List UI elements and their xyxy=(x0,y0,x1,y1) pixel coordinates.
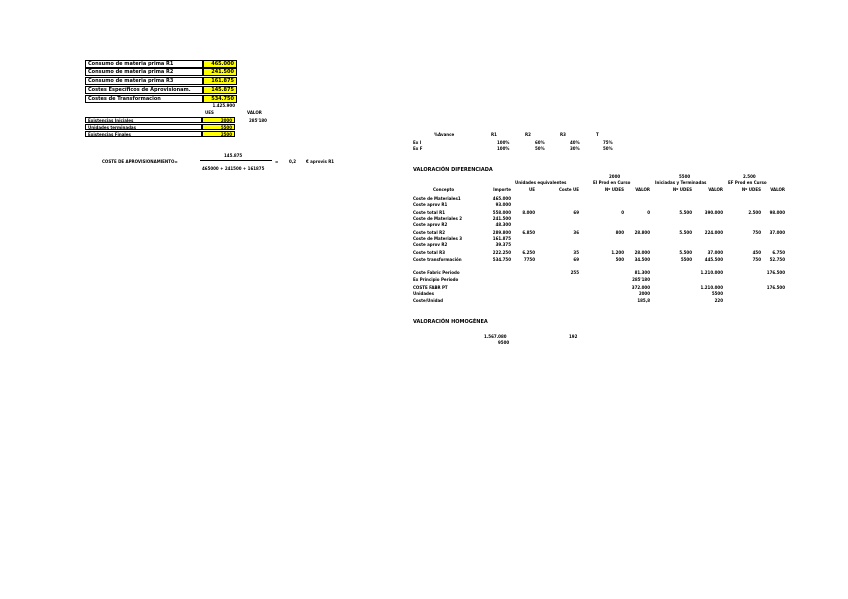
vd-cell: 445.500 xyxy=(704,257,723,262)
vd-col-header: UE xyxy=(529,187,535,192)
vd-cell: 161.875 xyxy=(492,236,511,241)
vd-cell: 285'180 xyxy=(632,277,650,282)
cost-value[interactable]: 534.750 xyxy=(203,95,237,103)
advance-header: R1 xyxy=(491,132,497,137)
advance-cell: 100% xyxy=(497,146,510,151)
vd-cell: 2.500 xyxy=(748,210,761,215)
cost-row xyxy=(85,95,235,103)
formula-denominator: 465000 + 241500 + 161875 xyxy=(202,166,265,171)
cost-label: Costes de Transformacion xyxy=(85,95,203,103)
vd-cell: Ex Principio Periodo xyxy=(413,277,459,282)
vd-cell: 98.000 xyxy=(769,210,785,215)
vd-footer-row xyxy=(413,270,785,276)
vd-cell: 1.210.000 xyxy=(700,285,723,290)
vd-group-title: Iniciadas y Terminadas xyxy=(655,180,707,185)
cost-row xyxy=(85,77,235,85)
vd-cell: 465.000 xyxy=(492,196,511,201)
stock-value[interactable]: 2500 xyxy=(202,131,235,137)
vd-row xyxy=(413,257,785,263)
fraction-line xyxy=(200,160,272,161)
vd-col-header: Coste UE xyxy=(558,187,579,192)
advance-cell: 100% xyxy=(497,140,510,145)
vd-cell: COSTE FABR PT xyxy=(413,285,448,290)
formula-suffix: € aprovis R1 xyxy=(306,159,335,164)
vd-cell: 5500 xyxy=(711,291,723,296)
advance-cell: Ex I xyxy=(413,140,422,145)
advance-header: R3 xyxy=(560,132,566,137)
vd-cell: 222.250 xyxy=(492,250,511,255)
advance-cell: 60% xyxy=(535,140,545,145)
vh-value2: 9500 xyxy=(498,340,510,345)
vd-cell: 48.300 xyxy=(495,222,511,227)
formula-label: COSTE DE APROVISIONAMIENTO= xyxy=(102,159,178,164)
vd-cell: 1.200 xyxy=(611,250,624,255)
vd-cell: 0 xyxy=(621,210,624,215)
vd-row xyxy=(413,202,785,208)
advance-cell: Ex F xyxy=(413,146,423,151)
vd-cell: 750 xyxy=(752,230,761,235)
stock-value[interactable]: 5500 xyxy=(202,124,235,130)
advance-cell: 40% xyxy=(570,140,580,145)
cost-label: Consumo de materia prima R2 xyxy=(85,68,203,76)
vd-group-num: 5500 xyxy=(679,174,691,179)
vd-cell: 2000 xyxy=(638,291,650,296)
valor-value: 285'180 xyxy=(249,118,267,123)
vd-col-header: Concepto xyxy=(433,187,455,192)
stock-label: Unidades terminadas xyxy=(85,124,202,130)
vd-col-header: Nº UDES xyxy=(604,187,624,192)
vd-cell: 500 xyxy=(615,257,624,262)
cost-row xyxy=(85,60,235,68)
vd-cell: 35 xyxy=(573,250,579,255)
vd-cell: 390.000 xyxy=(704,210,723,215)
formula-equals: = xyxy=(275,159,279,164)
vd-cell: 372.000 xyxy=(631,285,650,290)
vd-cell: Unidades xyxy=(413,291,434,296)
vd-cell: Coste aprov R2 xyxy=(413,222,448,227)
vd-group-num: 2.500 xyxy=(743,174,756,179)
vd-cell: Coste de Materiales 3 xyxy=(413,236,463,241)
vd-cell: 224.000 xyxy=(704,230,723,235)
vd-cell: 5.500 xyxy=(679,250,692,255)
vd-cell: 6.250 xyxy=(522,250,535,255)
vd-cell: 534.750 xyxy=(492,257,511,262)
vd-col-header: VALOR xyxy=(635,187,650,192)
vd-cell: 28.000 xyxy=(634,250,650,255)
vd-cell: 36 xyxy=(573,230,579,235)
vd-cell: 69 xyxy=(573,210,579,215)
cost-value[interactable]: 465.000 xyxy=(203,60,237,68)
cost-label: Consumo de materia prima R1 xyxy=(85,60,203,68)
cost-row xyxy=(85,68,235,76)
vd-group-title: EF Prod en Curso xyxy=(728,180,767,185)
vd-cell: 52.750 xyxy=(769,257,785,262)
vd-cell: 255 xyxy=(570,270,579,275)
vd-cell: Coste aprov R1 xyxy=(413,202,448,207)
vd-footer-row xyxy=(413,277,785,283)
vd-cell: 37.000 xyxy=(707,250,723,255)
vd-cell: Coste de Materiales1 xyxy=(413,196,461,201)
vd-cell: 8.000 xyxy=(522,210,535,215)
vd-cell: 5.500 xyxy=(679,230,692,235)
vd-row xyxy=(413,222,785,228)
vd-cell: 6.750 xyxy=(772,250,785,255)
vd-cell: 39.375 xyxy=(495,242,511,247)
vd-cell: 220 xyxy=(714,298,723,303)
vd-cell: Coste de Materiales 2 xyxy=(413,216,463,221)
advance-header: T xyxy=(596,132,599,137)
vd-cell: Coste Fabric Periodo xyxy=(413,270,460,275)
vh-value1: 1.567.080 xyxy=(484,334,507,339)
stock-row xyxy=(85,124,235,130)
vh-value3: 192 xyxy=(569,334,578,339)
stock-label: Existencias Finales xyxy=(85,131,202,137)
vd-cell: 5.500 xyxy=(679,210,692,215)
vd-cell: Coste total R1 xyxy=(413,210,445,215)
vd-cell: 5500 xyxy=(680,257,692,262)
vd-cell: 185,8 xyxy=(637,298,650,303)
formula-result: 0,2 xyxy=(289,159,297,164)
cost-value[interactable]: 161.875 xyxy=(203,77,237,85)
vd-cell: 93.000 xyxy=(495,202,511,207)
cost-label: Costes Específicos de Aprovisionam. xyxy=(85,86,203,94)
advance-cell: 50% xyxy=(535,146,545,151)
vd-group-title: Unidades equivalentes xyxy=(515,180,567,185)
formula-numerator: 145.875 xyxy=(224,153,243,158)
vd-cell: 7750 xyxy=(523,257,535,262)
vd-col-header: VALOR xyxy=(770,187,785,192)
vd-title: VALORACIÓN DIFERENCIADA xyxy=(413,167,493,173)
vd-col-header: Nº UDES xyxy=(741,187,761,192)
vd-col-header: Importe xyxy=(493,187,511,192)
advance-cell: 75% xyxy=(603,140,613,145)
vd-cell: 450 xyxy=(752,250,761,255)
vd-col-header: Nº UDES xyxy=(672,187,692,192)
vd-cell: 289.800 xyxy=(492,230,511,235)
vd-cell: Coste aprov R2 xyxy=(413,242,448,247)
cost-value[interactable]: 145.875 xyxy=(203,86,237,94)
vd-row xyxy=(413,250,785,256)
vd-header-row xyxy=(413,187,785,193)
vd-group-num: 2000 xyxy=(609,174,621,179)
vd-cell: 558.000 xyxy=(492,210,511,215)
vd-cell: 1.210.000 xyxy=(700,270,723,275)
valor-header: VALOR xyxy=(247,110,262,115)
advance-cell: 30% xyxy=(570,146,580,151)
cost-value[interactable]: 241.500 xyxy=(203,68,237,76)
vh-title: VALORACIÓN HOMOGÉNEA xyxy=(413,319,488,325)
cost-row xyxy=(85,86,235,94)
vd-cell: Coste total R2 xyxy=(413,230,445,235)
vd-footer-row xyxy=(413,291,785,297)
vd-cell: Coste/Unidad xyxy=(413,298,444,303)
vd-col-header: VALOR xyxy=(708,187,723,192)
vd-group-title: EI Prod en Curso xyxy=(593,180,631,185)
stock-row xyxy=(85,117,235,123)
advance-cell: 50% xyxy=(603,146,613,151)
vd-cell: 176.500 xyxy=(766,285,785,290)
vd-row xyxy=(413,242,785,248)
vd-cell: 750 xyxy=(752,257,761,262)
cost-label: Consumo de materia prima R3 xyxy=(85,77,203,85)
vd-cell: 37.000 xyxy=(769,230,785,235)
vd-cell: 81.300 xyxy=(634,270,650,275)
advance-header: %Avance xyxy=(434,132,455,137)
stock-value[interactable]: 2000 xyxy=(202,117,235,123)
stock-label: Existencias Iniciales xyxy=(85,117,202,123)
vd-footer-row xyxy=(413,298,785,304)
vd-cell: 176.500 xyxy=(766,270,785,275)
stock-row xyxy=(85,131,235,137)
ues-header: UES xyxy=(205,110,214,115)
vd-cell: 800 xyxy=(615,230,624,235)
vd-cell: 69 xyxy=(573,257,579,262)
vd-cell: 241.500 xyxy=(492,216,511,221)
vd-cell: Coste transformación xyxy=(413,257,462,262)
vd-cell: 6.850 xyxy=(522,230,535,235)
vd-cell: 34.500 xyxy=(634,257,650,262)
vd-cell: Coste total R3 xyxy=(413,250,445,255)
total-costs: 1.425.900 xyxy=(212,103,235,108)
vd-cell: 28.800 xyxy=(634,230,650,235)
vd-cell: 0 xyxy=(647,210,650,215)
advance-header: R2 xyxy=(525,132,531,137)
